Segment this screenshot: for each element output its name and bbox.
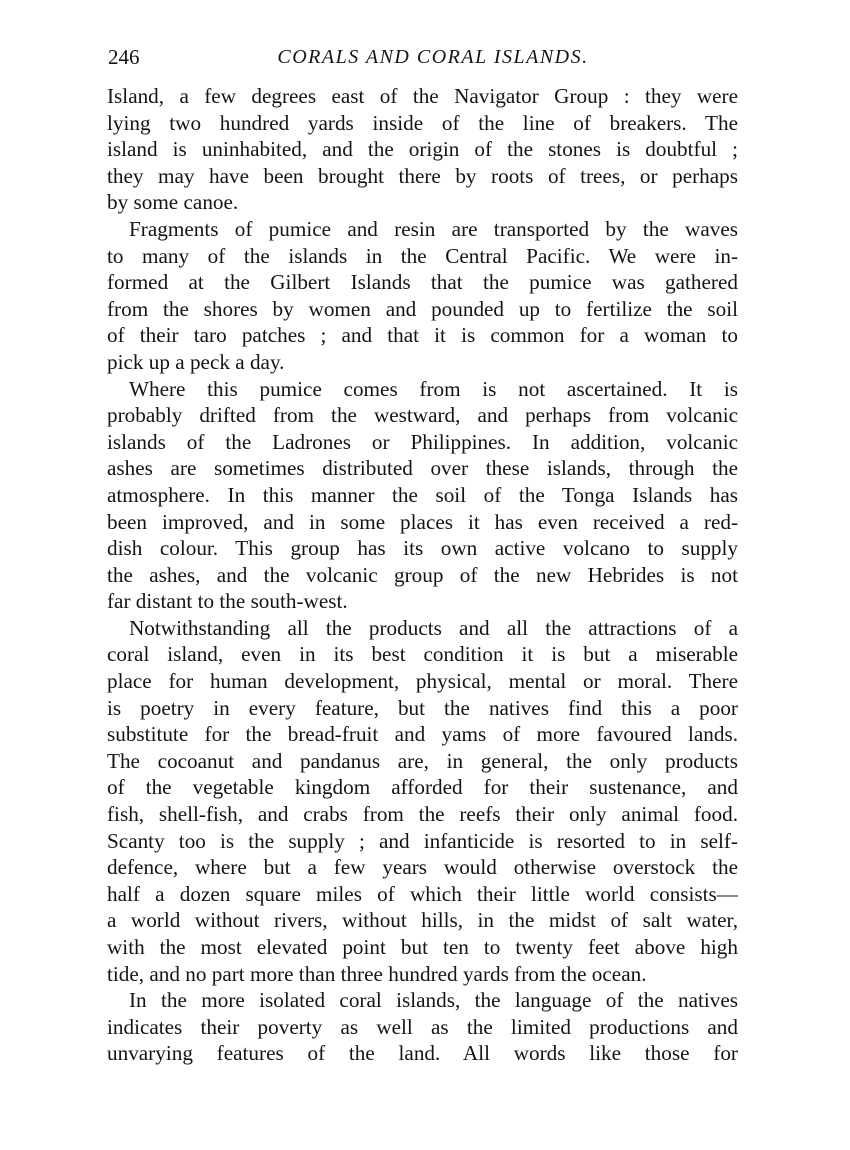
- text-line: Island, a few degrees east of the Navigator Group : they were: [107, 84, 738, 108]
- text-line: pick up a peck a day.: [107, 349, 285, 374]
- text-line: they may have been brought there by roots of trees, or perhaps: [107, 163, 738, 188]
- text-line: of the vegetable kingdom afforded for their sustenance, and: [107, 775, 738, 800]
- text-line: Fragments of pumice and resin are transported by the waves: [129, 216, 738, 241]
- text-line: lying two hundred yards inside of the line of breakers. The: [107, 110, 738, 135]
- text-line: islands of the Ladrones or Philippines. In addition, volcanic: [107, 429, 738, 454]
- text-line: atmosphere. In this manner the soil of the Tonga Islands has: [107, 482, 738, 507]
- text-line: indicates their poverty as well as the limited productions and: [107, 1014, 738, 1039]
- text-line: the ashes, and the volcanic group of the new Hebrides is not: [107, 562, 738, 587]
- body-text: [107, 83, 738, 1067]
- text-line: by some canoe.: [107, 190, 239, 215]
- text-line: with the most elevated point but ten to twenty feet above high: [107, 935, 738, 959]
- text-line: tide, and no part more than three hundred yards from the ocean.: [107, 961, 647, 986]
- text-line: half a dozen square miles of which their little world consists—: [107, 881, 738, 906]
- paragraph: [107, 987, 738, 1067]
- page-header: [108, 42, 738, 72]
- text-line: far distant to the south-west.: [107, 589, 348, 614]
- paragraph: [107, 83, 738, 216]
- text-line: unvarying features of the land. All words like those for: [107, 1041, 738, 1066]
- text-line: been improved, and in some places it has even received a red-: [107, 509, 738, 534]
- text-line: defence, where but a few years would otherwise overstock the: [107, 855, 738, 880]
- text-line: dish colour. This group has its own active volcano to supply: [107, 536, 738, 561]
- text-line: In the more isolated coral islands, the language of the natives: [129, 988, 738, 1013]
- paragraph: [107, 615, 738, 987]
- text-line: The cocoanut and pandanus are, in general, the only products: [107, 748, 738, 773]
- text-line: to many of the islands in the Central Pacific. We were in-: [107, 243, 738, 268]
- text-line: a world without rivers, without hills, in the midst of salt water,: [107, 908, 738, 933]
- text-line: ashes are sometimes distributed over these islands, through the: [107, 456, 738, 481]
- page-number: 246: [108, 45, 140, 69]
- text-line: Where this pumice comes from is not ascertained. It is: [129, 376, 738, 401]
- text-line: island is uninhabited, and the origin of the stones is doubtful ;: [107, 137, 738, 162]
- text-line: place for human development, physical, mental or moral. There: [107, 669, 738, 694]
- paragraph: [107, 216, 738, 376]
- paragraph: [107, 376, 738, 615]
- text-line: substitute for the bread-fruit and yams of more favoured lands.: [107, 722, 738, 747]
- text-line: Notwithstanding all the products and all the attractions of a: [129, 615, 738, 640]
- text-line: Scanty too is the supply ; and infanticide is resorted to in self-: [107, 828, 738, 853]
- text-line: coral island, even in its best condition it is but a miserable: [107, 642, 738, 667]
- text-line: is poetry in every feature, but the natives find this a poor: [107, 695, 738, 720]
- text-line: formed at the Gilbert Islands that the pumice was gathered: [107, 270, 738, 295]
- text-line: probably drifted from the westward, and perhaps from volcanic: [107, 403, 738, 428]
- text-line: fish, shell-fish, and crabs from the reefs their only animal food.: [107, 802, 738, 827]
- text-line: of their taro patches ; and that it is common for a woman to: [107, 323, 738, 348]
- text-line: from the shores by women and pounded up to fertilize the soil: [107, 296, 738, 321]
- running-head: CORALS AND CORAL ISLANDS.: [277, 46, 589, 68]
